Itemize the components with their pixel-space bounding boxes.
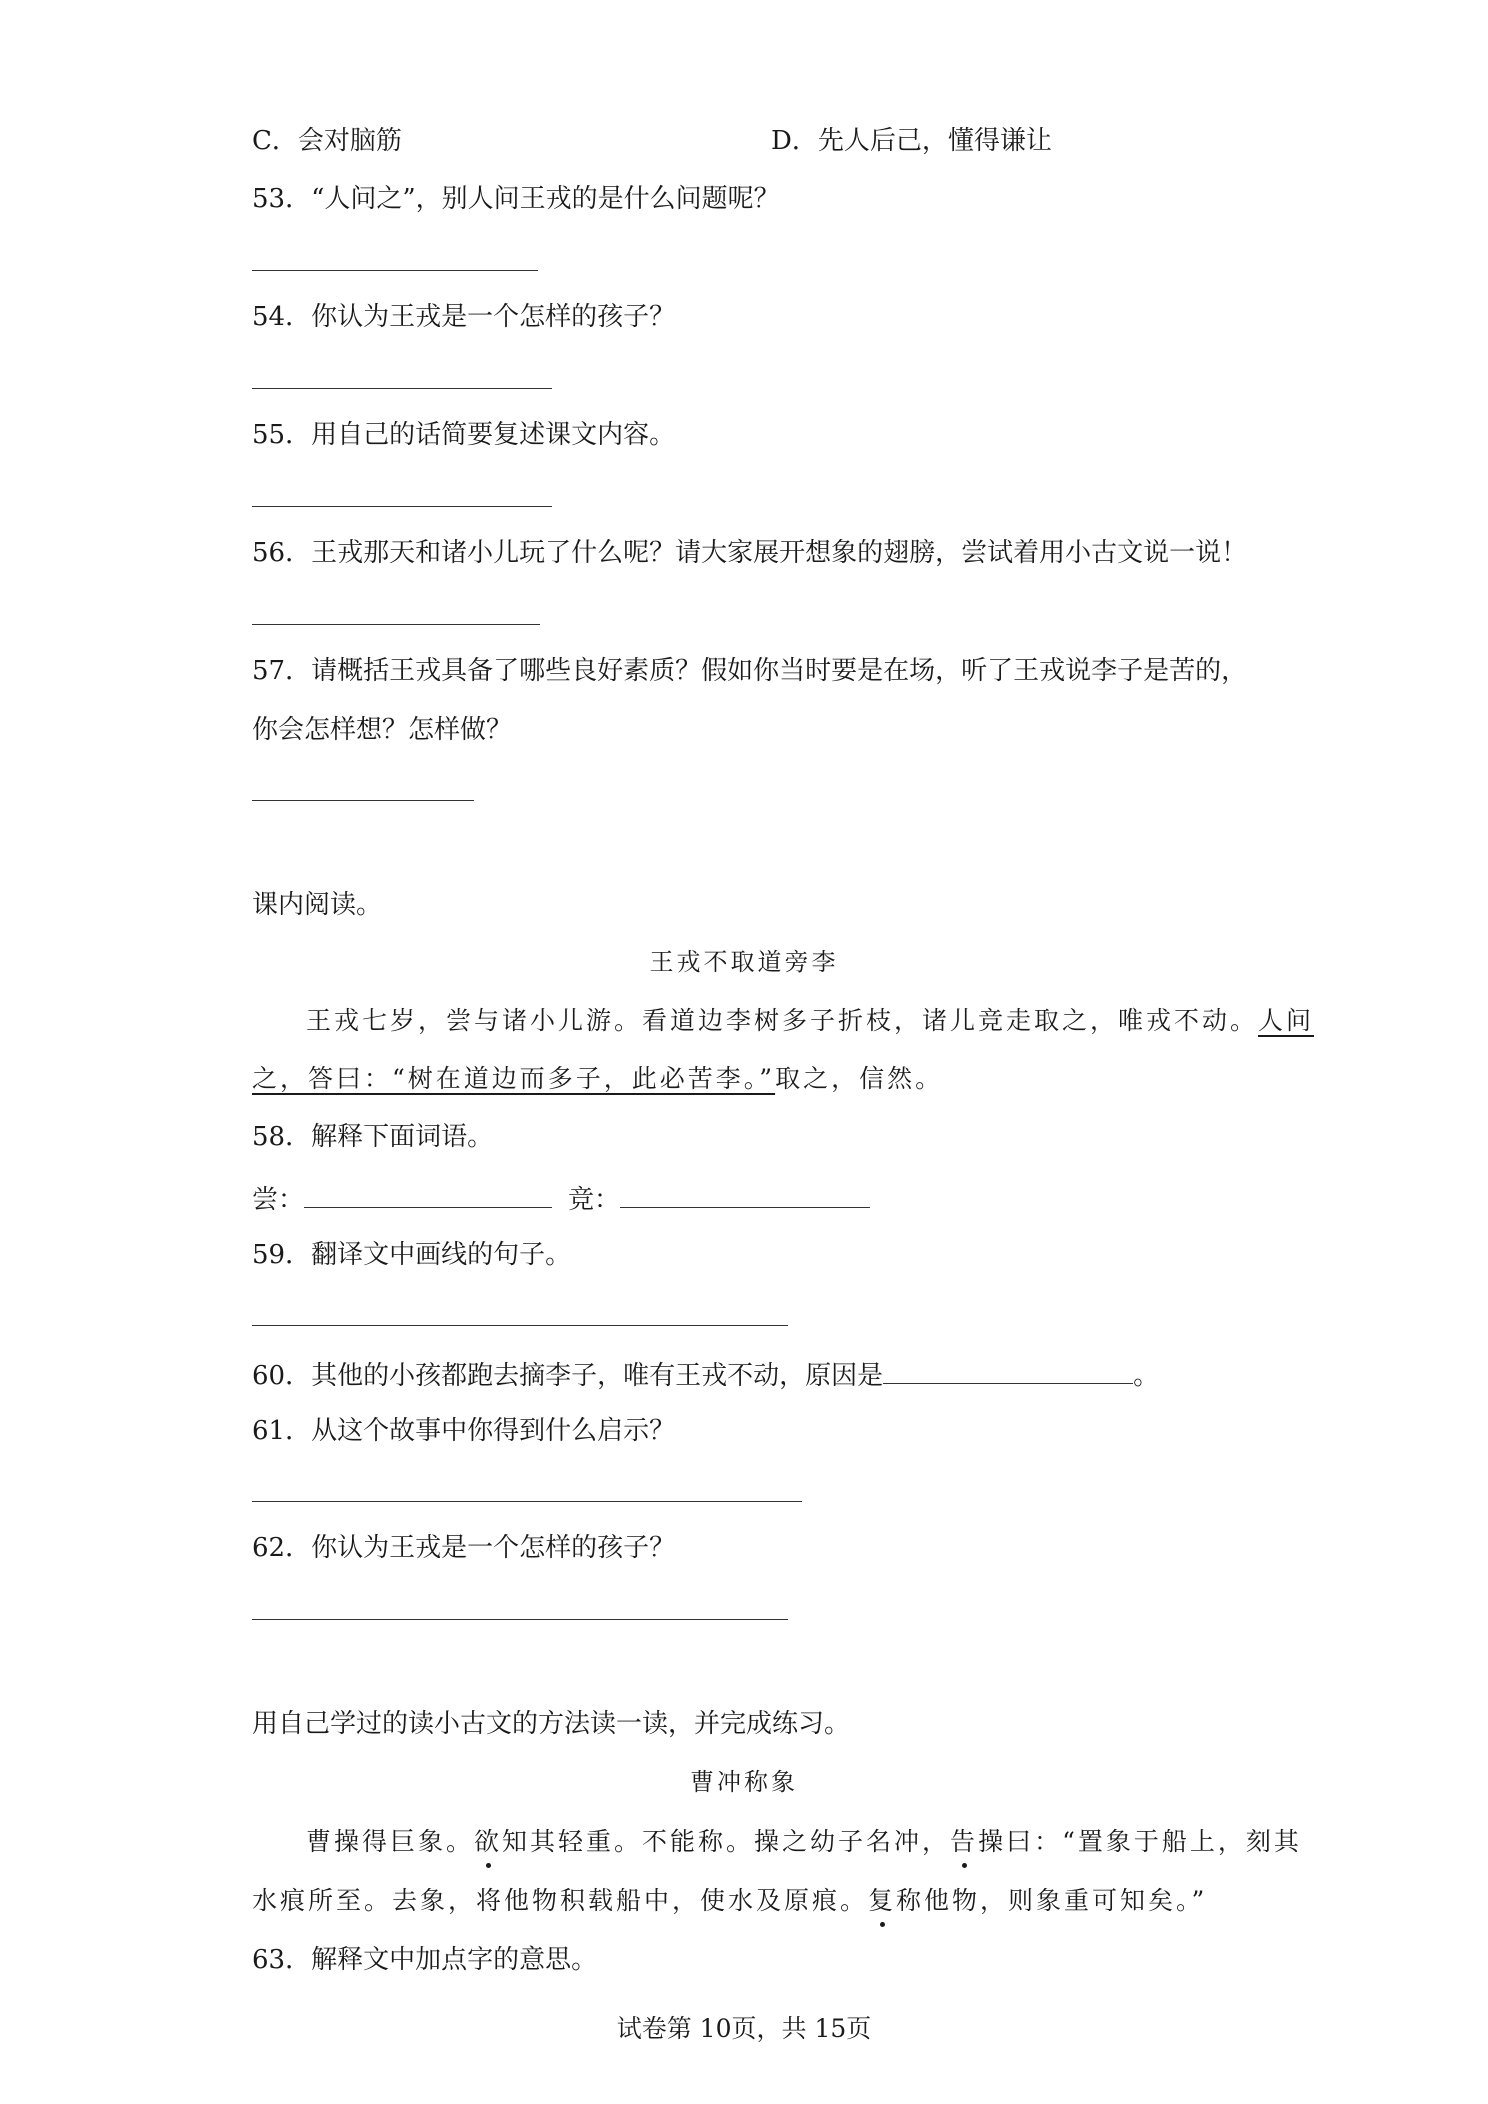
dotted-char: 告 (950, 1825, 978, 1859)
passage-title: 王戎不取道旁李 (649, 948, 839, 976)
question-60 (252, 1355, 1159, 1393)
question-54: 54．你认为王戎是一个怎样的孩子？ (252, 302, 676, 332)
passage-line2 (252, 1062, 943, 1096)
passage-text: 曹操得巨象。 (306, 1827, 475, 1856)
question-59: 59．翻译文中画线的句子。 (252, 1240, 572, 1270)
dotted-char: 欲 (474, 1825, 502, 1859)
q58-items (252, 1179, 870, 1217)
passage-text: 称他物，则象重可知矣。” (896, 1886, 1208, 1915)
question-57-line1: 57．请概括王戎具备了哪些良好素质？假如你当时要是在场，听了王戎说李子是苦的， (252, 656, 1248, 686)
question-63: 63．解释文中加点字的意思。 (252, 1945, 598, 1975)
answer-line-61[interactable] (252, 1501, 802, 1502)
passage-line1 (306, 1004, 1314, 1038)
question-62: 62．你认为王戎是一个怎样的孩子？ (252, 1533, 676, 1563)
underlined-sentence-part1: 人问 (1258, 1006, 1315, 1035)
question-56: 56．王戎那天和诸小儿玩了什么呢？请大家展开想象的翅膀，尝试着用小古文说一说！ (252, 538, 1248, 568)
option-d: D．先人后己，懂得谦让 (771, 126, 1052, 156)
answer-line-62[interactable] (252, 1619, 788, 1620)
answer-blank-jing[interactable] (620, 1179, 870, 1208)
passage-text: 操曰：“置象于船上，刻其 (978, 1827, 1302, 1856)
question-58: 58．解释下面词语。 (252, 1122, 494, 1152)
section-instruction: 课内阅读。 (252, 890, 383, 920)
question-61: 61．从这个故事中你得到什么启示？ (252, 1416, 676, 1446)
dotted-char: 复 (868, 1884, 896, 1918)
answer-line-57[interactable] (252, 800, 474, 801)
question-55: 55．用自己的话简要复述课文内容。 (252, 420, 676, 450)
passage-text: 取之，信然。 (775, 1064, 944, 1093)
item-jing-label: 竞： (568, 1185, 621, 1215)
answer-blank-60[interactable] (883, 1355, 1133, 1384)
page-footer: 试卷第 10页，共 15页 (616, 2014, 872, 2043)
question-60-text: 60．其他的小孩都跑去摘李子，唯有王戎不动，原因是 (252, 1361, 884, 1391)
passage-text: 知其轻重。不能称。操之幼子名冲， (502, 1827, 951, 1856)
underlined-sentence-part2: 之，答曰：“树在道边而多子，此必苦李。” (252, 1064, 776, 1093)
passage-line2 (252, 1884, 1207, 1918)
answer-line-54[interactable] (252, 388, 552, 389)
question-53: 53．“人问之”，别人问王戎的是什么问题呢？ (252, 184, 780, 214)
section-instruction: 用自己学过的读小古文的方法读一读，并完成练习。 (252, 1709, 851, 1739)
option-c: C．会对脑筋 (252, 126, 402, 156)
answer-line-53[interactable] (252, 270, 538, 271)
answer-line-56[interactable] (252, 624, 540, 625)
item-chang-label: 尝： (252, 1185, 305, 1215)
passage-text: 王戎七岁，尝与诸小儿游。看道边李树多子折枝，诸儿竞走取之，唯戎不动。 (306, 1006, 1259, 1035)
answer-line-59[interactable] (252, 1325, 788, 1326)
answer-line-55[interactable] (252, 506, 552, 507)
passage-title: 曹冲称象 (690, 1768, 798, 1796)
answer-blank-chang[interactable] (304, 1179, 552, 1208)
passage-line1 (306, 1825, 1302, 1859)
question-60-end: 。 (1133, 1361, 1160, 1391)
passage-text: 水痕所至。去象，将他物积载船中，使水及原痕。 (252, 1886, 869, 1915)
question-57-line2: 你会怎样想？怎样做？ (252, 715, 513, 745)
